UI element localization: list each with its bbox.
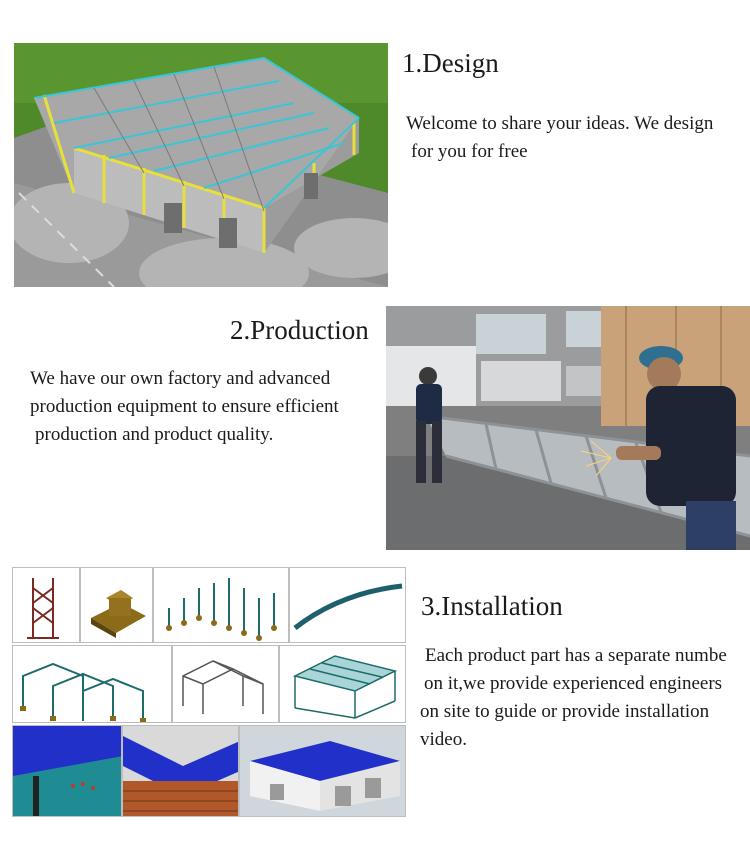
step-erected-portal-frames (12, 645, 172, 723)
installation-steps-grid (12, 567, 406, 817)
production-line-3: production and product quality. (35, 424, 274, 445)
design-description (406, 110, 713, 166)
step-steel-column-frame (12, 567, 80, 643)
installation-line-1: Each product part has a separate numbe (425, 645, 727, 666)
step-wall-roof-corner (122, 725, 239, 817)
step-finished-warehouse (239, 725, 406, 817)
step-roof-beam-section (289, 567, 406, 643)
design-line-2: for you for free (411, 141, 528, 162)
production-line-2: production equipment to ensure efficient (30, 396, 339, 417)
design-render-image (14, 43, 388, 287)
design-line-1: Welcome to share your ideas. We design (406, 113, 714, 134)
production-factory-photo (386, 306, 750, 550)
step-roof-detail-blue (12, 725, 122, 817)
installation-line-4: video. (420, 729, 467, 750)
step-anchor-bolts-columns (153, 567, 289, 643)
installation-line-2: on it,we provide experienced engineers (424, 673, 723, 694)
production-description (30, 365, 339, 449)
installation-description (420, 642, 750, 754)
step-frame-wireframe (172, 645, 279, 723)
installation-line-3: on site to guide or provide installation (420, 701, 710, 722)
design-title: 1.Design (402, 48, 499, 78)
installation-title: 3.Installation (421, 591, 563, 621)
production-line-1: We have our own factory and advanced (30, 368, 331, 389)
step-concrete-foundation-block (80, 567, 153, 643)
step-frame-with-purlins (279, 645, 406, 723)
production-title: 2.Production (230, 315, 369, 345)
